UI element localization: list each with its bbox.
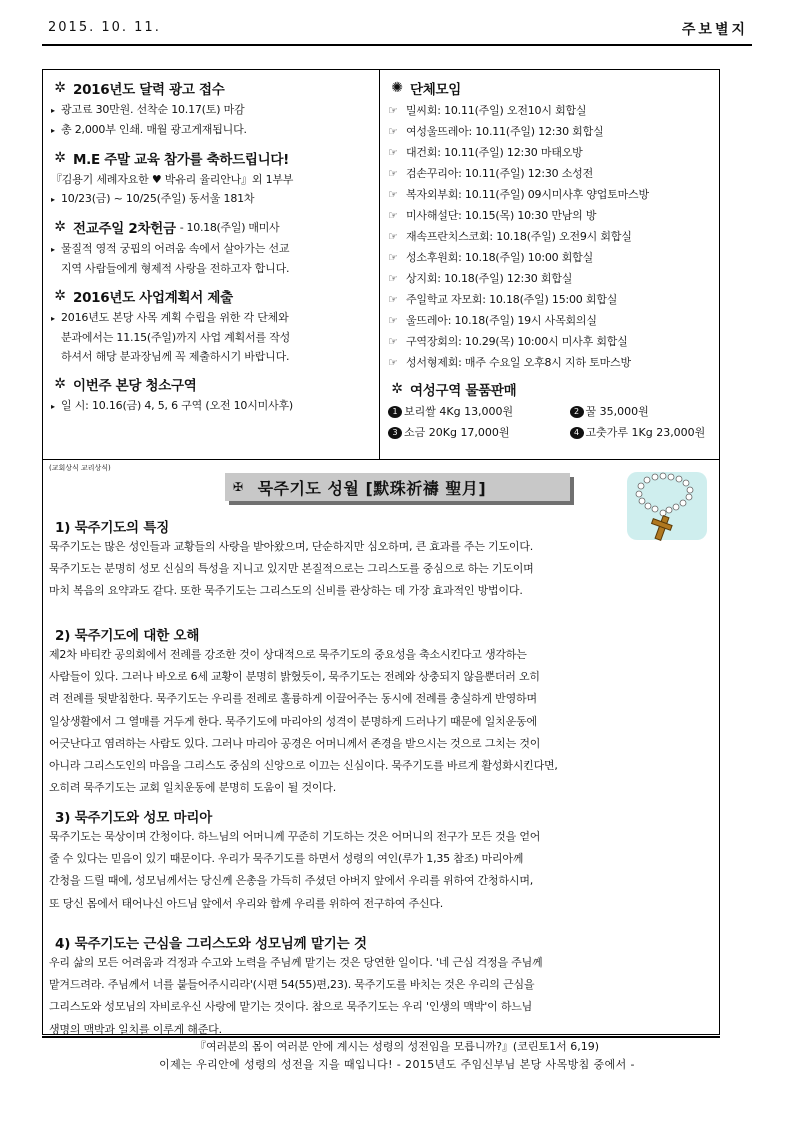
- section-title: 여성구역 물품판매: [410, 383, 517, 399]
- pointing-hand-icon: ☞: [388, 167, 398, 180]
- paragraph-line: 간청을 드릴 때에, 성모님께서는 당신께 은총을 가득히 주셨던 아버지 앞에서 우리를 위하여 간청하시며,: [49, 874, 534, 888]
- pointing-hand-icon: ☞: [388, 230, 398, 243]
- article-section-1: [49, 516, 717, 603]
- pointing-hand-icon: ☞: [388, 146, 398, 159]
- article-section-2: [49, 624, 717, 799]
- section-paragraph: [49, 536, 717, 603]
- sale-row: [388, 422, 716, 443]
- notice-line: 10/23(금) ~ 10/25(주일) 동서울 181차: [61, 192, 255, 205]
- section-heading: 3) 묵주기도와 성모 마리아: [55, 810, 213, 826]
- star-icon: ✲: [54, 288, 66, 304]
- header-divider: [42, 44, 752, 46]
- bullet-icon: ▸: [51, 314, 55, 323]
- meeting-text: 대건회: 10.11(주일) 12:30 마태오방: [406, 146, 583, 159]
- publication-title: 주보별지: [681, 22, 748, 38]
- article-title: 묵주기도 성월 [默珠祈禱 聖月]: [257, 478, 487, 498]
- paragraph-line: 묵주기도는 많은 성인들과 교황들의 사랑을 받아왔으며, 단순하지만 심오하며, 큰 효과를 주는 기도이다.: [49, 540, 534, 553]
- notice-line: 물질적 영적 궁핍의 어려움 속에서 살아가는 선교: [61, 242, 290, 255]
- section-title: 단체모임: [410, 82, 461, 98]
- meeting-text: 울뜨레아: 10.18(주일) 19시 사목회의실: [406, 314, 597, 327]
- notice-line: 박유리 율리안나』외 1부부: [161, 173, 294, 186]
- bullet-icon: ▸: [51, 195, 55, 204]
- category-label: (교회상식 교리상식): [49, 464, 111, 472]
- number-badge: 2: [570, 406, 584, 418]
- section-heading: 1) 묵주기도의 특징: [55, 520, 170, 536]
- meeting-item: [388, 352, 716, 373]
- number-badge: 3: [388, 427, 402, 439]
- notice-line: 2016년도 본당 사목 계획 수립을 위한 각 단체와: [61, 311, 289, 324]
- star-icon: ✲: [54, 219, 66, 235]
- paragraph-line: 제2차 바티칸 공의회에서 전례를 강조한 것이 상대적으로 묵주기도의 중요성을 축소시킨다고 생각하는: [49, 648, 527, 661]
- meeting-item: [388, 247, 716, 268]
- heart-icon: ♥: [151, 173, 162, 186]
- star-icon: ✲: [54, 376, 66, 392]
- pointing-hand-icon: ☞: [388, 104, 398, 117]
- paragraph-line: 또 당신 몸에서 태어나신 아드님 앞에서 우리와 함께 우리를 위하여 전구하여 주신다.: [49, 896, 444, 910]
- footer-motto: 이제는 우리안에 성령의 성전을 지을 때입니다! - 2015년도 주임신부님 본당 사목방침 중에서 -: [159, 1058, 635, 1071]
- meeting-item: [388, 163, 716, 184]
- issue-date: 2015. 10. 11.: [48, 20, 161, 35]
- meetings-heading: [388, 76, 716, 100]
- bullet-icon: ▸: [51, 126, 55, 135]
- star-icon: ✲: [54, 80, 66, 96]
- pointing-hand-icon: ☞: [388, 335, 398, 348]
- notice-line: 광고료 30만원. 선착순 10.17(토) 마감: [61, 103, 245, 116]
- meeting-text: 상지회: 10.18(주일) 12:30 회합실: [406, 272, 573, 285]
- sale-item: 꿀 35,000원: [585, 405, 649, 418]
- sale-item: 보리쌀 4Kg 13,000원: [404, 405, 514, 418]
- paragraph-line: 묵주기도는 분명히 성모 신심의 특성을 지니고 있지만 본질적으로는 그리스도를 중심으로 하는 기도이며: [49, 562, 534, 576]
- section-paragraph: [49, 826, 717, 915]
- notices-box: [42, 69, 720, 460]
- section-calendar-ads: [51, 76, 373, 140]
- section-title: 전교주일 2차헌금: [73, 221, 176, 237]
- meeting-text: 밀씨회: 10.11(주일) 오전10시 회합실: [406, 104, 587, 117]
- pointing-hand-icon: ☞: [388, 251, 398, 264]
- number-badge: 1: [388, 406, 402, 418]
- meeting-item: [388, 289, 716, 310]
- bullet-icon: ▸: [51, 402, 55, 411]
- sale-row: [388, 401, 716, 422]
- column-divider: [379, 70, 380, 459]
- meeting-item: [388, 142, 716, 163]
- meeting-text: 성서형제회: 매주 수요일 오후8시 지하 토마스방: [406, 356, 631, 369]
- sale-item: 소금 20Kg 17,000원: [404, 426, 510, 439]
- meeting-item: [388, 100, 716, 121]
- section-cleaning: [51, 372, 373, 416]
- pointing-hand-icon: ☞: [388, 293, 398, 306]
- right-column: [388, 76, 716, 443]
- sale-heading: [388, 377, 716, 401]
- star-icon: ✲: [391, 381, 403, 397]
- section-paragraph: [49, 952, 717, 1041]
- left-column: [51, 76, 373, 422]
- notice-line: 일 시: 10.16(금) 4, 5, 6 구역 (오전 10시미사후): [61, 399, 294, 412]
- pointing-hand-icon: ☞: [388, 188, 398, 201]
- article-banner: [225, 473, 570, 501]
- meeting-item: [388, 184, 716, 205]
- meetings-list: [388, 100, 716, 373]
- section-title: 2016년도 달력 광고 접수: [73, 82, 225, 98]
- bullet-icon: ▸: [51, 245, 55, 254]
- paragraph-line: 려 전례를 뒷받침한다. 묵주기도는 우리를 전례로 훌륭하게 이끌어주는 동시에 전례를 충실하게 반영하며: [49, 692, 537, 706]
- paragraph-line: 어긋난다고 염려하는 사람도 있다. 그러나 마리아 공경은 어머니께서 존경을 받으시는 것으로 그치는 것이: [49, 736, 541, 750]
- paragraph-line: 오히려 묵주기도는 교회 일치운동에 분명히 도움이 될 것이다.: [49, 781, 337, 795]
- paragraph-line: 우리 삶의 모든 어려움과 걱정과 수고와 노력을 주님께 맡기는 것은 당연한 일이다. '네 근심 걱정을 주님께: [49, 956, 543, 969]
- paragraph-line: 사람들이 있다. 그러나 바오로 6세 교황이 분명히 밝혔듯이, 묵주기도는 전례와 상충되지 않을뿐더러 오히: [49, 670, 540, 684]
- star-icon: ✲: [54, 150, 66, 166]
- section-subtitle: - 10.18(주일) 매미사: [179, 221, 280, 234]
- paragraph-line: 마치 복음의 요약과도 같다. 또한 묵주기도는 그리스도의 신비를 관상하는 데 가장 효과적인 방법이다.: [49, 584, 523, 598]
- paragraph-line: 맡겨드려라. 주님께서 너를 붙들어주시리라'(시편 54(55)편,23). 묵주기도를 바치는 것은 우리의 근심을: [49, 978, 535, 992]
- pointing-hand-icon: ☞: [388, 314, 398, 327]
- meeting-item: [388, 121, 716, 142]
- meeting-item: [388, 310, 716, 331]
- section-business-plan: [51, 284, 373, 366]
- article-section-3: [49, 806, 717, 915]
- meeting-text: 미사해설단: 10.15(목) 10:30 만남의 방: [406, 209, 597, 222]
- section-title: 2016년도 사업계획서 제출: [73, 290, 233, 306]
- section-heading: 4) 묵주기도는 근심을 그리스도와 성모님께 맡기는 것: [55, 936, 367, 952]
- notice-line: 하셔서 해당 분과장님께 꼭 제출하시기 바랍니다.: [61, 350, 290, 363]
- number-badge: 4: [570, 427, 584, 439]
- pointing-hand-icon: ☞: [388, 125, 398, 138]
- paragraph-line: 일상생활에서 그 열매를 거두게 한다. 묵주기도에 마리아의 성격이 분명하게 드러나기 때문에 일치운동에: [49, 714, 537, 728]
- article-section-4: [49, 932, 717, 1041]
- gear-icon: ✺: [391, 80, 403, 96]
- section-title: M.E 주말 교육 참가를 축하드립니다!: [73, 152, 289, 168]
- bullet-icon: ▸: [51, 106, 55, 115]
- notice-line: 총 2,000부 인쇄. 매월 광고게재됩니다.: [61, 123, 247, 136]
- meeting-item: [388, 205, 716, 226]
- paragraph-line: 묵주기도는 묵상이며 간청이다. 하느님의 어머니께 꾸준히 기도하는 것은 어머니의 전구가 모든 것을 얻어: [49, 830, 541, 843]
- pointing-hand-icon: ☞: [388, 209, 398, 222]
- paragraph-line: 생명의 맥박과 일치를 이루게 해준다.: [49, 1022, 222, 1036]
- pointing-hand-icon: ☞: [388, 356, 398, 369]
- paragraph-line: 그리스도와 성모님의 자비로우신 사랑에 맡기는 것이다. 참으로 묵주기도는 우리 '인생의 맥박'이 하느님: [49, 1000, 533, 1014]
- section-heading: 2) 묵주기도에 대한 오해: [55, 628, 200, 644]
- notice-line: 분과에서는 11.15(주일)까지 사업 계획서를 작성: [61, 331, 291, 344]
- section-mission-sunday: [51, 215, 373, 278]
- section-paragraph: [49, 644, 717, 799]
- article-box: [42, 460, 720, 1035]
- pointing-hand-icon: ☞: [388, 272, 398, 285]
- page-header: [42, 16, 752, 46]
- notice-line: 『김용기 세례자요한: [51, 173, 152, 186]
- footer-quote: 『여러분의 몸이 여러분 안에 계시는 성령의 성전임을 모릅니까?』(코린토1서 6,19): [194, 1040, 600, 1053]
- section-me-weekend: [51, 146, 373, 209]
- meeting-item: [388, 226, 716, 247]
- meeting-text: 성소후원회: 10.18(주일) 10:00 회합실: [406, 251, 594, 264]
- cross-icon: ✠: [233, 480, 244, 494]
- meeting-text: 재속프란치스코회: 10.18(주일) 오전9시 회합실: [406, 230, 632, 243]
- meeting-text: 검손꾸리아: 10.11(주일) 12:30 소성전: [406, 167, 594, 180]
- paragraph-line: 줄 수 있다는 믿음이 있기 때문이다. 우리가 묵주기도를 하면서 성령의 여인(루가 1,35 참조) 마리아께: [49, 852, 524, 866]
- meeting-text: 복자외부회: 10.11(주일) 09시미사후 양업토마스방: [406, 188, 649, 201]
- paragraph-line: 아니라 그리스도인의 마음을 그리스도 중심의 신앙으로 이끄는 신심이다. 묵주기도를 바르게 활성화시킨다면,: [49, 759, 558, 773]
- notice-line: 지역 사람들에게 형제적 사랑을 전하고자 합니다.: [61, 262, 290, 275]
- meeting-text: 구역장회의: 10.29(목) 10:00시 미사후 회합실: [406, 335, 628, 348]
- meeting-item: [388, 268, 716, 289]
- sale-item: 고춧가루 1Kg 23,000원: [585, 426, 706, 439]
- section-title: 이번주 본당 청소구역: [73, 378, 197, 394]
- meeting-item: [388, 331, 716, 352]
- meeting-text: 주일학교 자모회: 10.18(주일) 15:00 회합실: [406, 293, 618, 306]
- meeting-text: 여성울뜨레아: 10.11(주일) 12:30 회합실: [406, 125, 604, 138]
